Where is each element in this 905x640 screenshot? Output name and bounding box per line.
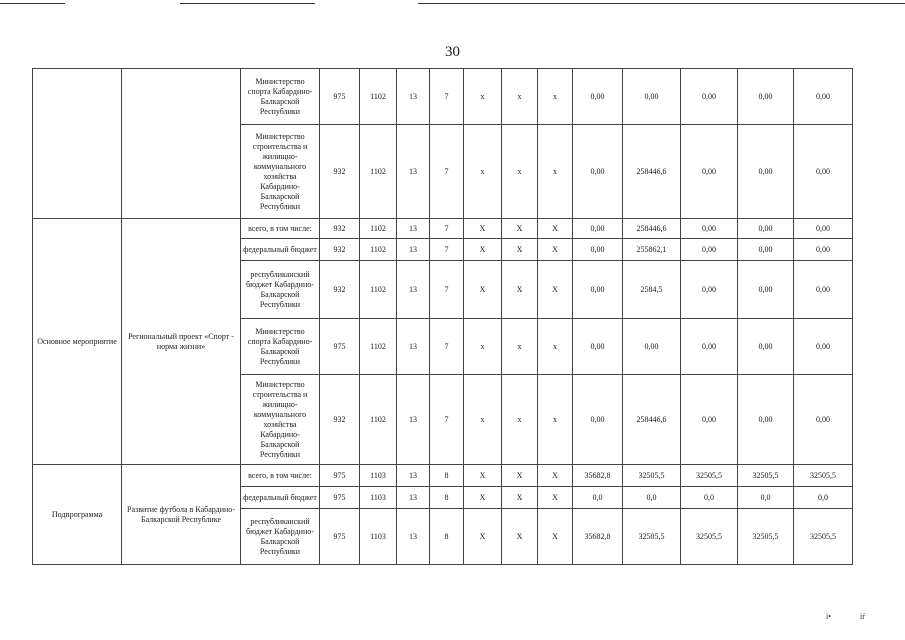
status-cell <box>33 69 122 219</box>
ssi-cell: X <box>502 239 538 261</box>
source-cell: федеральный бюджет <box>241 487 320 509</box>
om-cell: X <box>464 487 502 509</box>
value-cell: 0,00 <box>681 69 738 125</box>
om-cell: X <box>464 261 502 319</box>
value-cell: 32505,5 <box>738 465 794 487</box>
value-cell: 0,00 <box>738 69 794 125</box>
grbs-cell: 932 <box>320 261 360 319</box>
value-cell: 0,00 <box>738 239 794 261</box>
grbs-cell: 975 <box>320 319 360 375</box>
gp-cell: 13 <box>397 125 430 219</box>
value-cell: 258446,6 <box>623 125 681 219</box>
value-cell: 0,00 <box>681 219 738 239</box>
vr-cell: х <box>538 69 573 125</box>
rzpr-cell: 1103 <box>360 487 397 509</box>
table-row <box>33 219 853 239</box>
value-cell: 0,0 <box>623 487 681 509</box>
value-cell: 0,0 <box>573 487 623 509</box>
value-cell: 0,00 <box>738 261 794 319</box>
source-cell: республиканский бюджет Кабардино-Балкарской Республики <box>241 509 320 565</box>
gp-cell: 13 <box>397 69 430 125</box>
gp-cell: 13 <box>397 239 430 261</box>
value-cell: 0,00 <box>794 261 853 319</box>
gp-cell: 13 <box>397 319 430 375</box>
pgp-cell: 8 <box>430 465 464 487</box>
grbs-cell: 932 <box>320 375 360 465</box>
value-cell: 32505,5 <box>681 509 738 565</box>
rzpr-cell: 1102 <box>360 375 397 465</box>
table-row <box>33 69 853 125</box>
ssi-cell: х <box>502 375 538 465</box>
value-cell: 0,00 <box>623 319 681 375</box>
vr-cell: х <box>538 319 573 375</box>
value-cell: 0,00 <box>681 319 738 375</box>
name-cell <box>122 69 241 219</box>
om-cell: х <box>464 375 502 465</box>
pgp-cell: 8 <box>430 487 464 509</box>
vr-cell: X <box>538 261 573 319</box>
ssi-cell: х <box>502 69 538 125</box>
grbs-cell: 932 <box>320 125 360 219</box>
value-cell: 0,00 <box>573 319 623 375</box>
status-cell: Основное мероприятие <box>33 219 122 465</box>
ssi-cell: X <box>502 487 538 509</box>
scan-top-line-right <box>418 3 905 4</box>
gp-cell: 13 <box>397 375 430 465</box>
value-cell: 32505,5 <box>623 509 681 565</box>
source-cell: всего, в том числе: <box>241 219 320 239</box>
ssi-cell: X <box>502 509 538 565</box>
om-cell: х <box>464 319 502 375</box>
rzpr-cell: 1102 <box>360 219 397 239</box>
rzpr-cell: 1102 <box>360 125 397 219</box>
value-cell: 0,00 <box>794 319 853 375</box>
gp-cell: 13 <box>397 465 430 487</box>
value-cell: 0,00 <box>623 69 681 125</box>
budget-table <box>32 68 853 565</box>
rzpr-cell: 1102 <box>360 319 397 375</box>
value-cell: 0,00 <box>681 375 738 465</box>
om-cell: X <box>464 219 502 239</box>
page-number: 30 <box>445 44 460 60</box>
scan-top-line-left <box>0 3 65 4</box>
value-cell: 35682,8 <box>573 465 623 487</box>
grbs-cell: 932 <box>320 239 360 261</box>
value-cell: 258446,6 <box>623 219 681 239</box>
scan-top-line-middle <box>180 3 315 4</box>
pgp-cell: 7 <box>430 69 464 125</box>
pgp-cell: 7 <box>430 261 464 319</box>
gp-cell: 13 <box>397 261 430 319</box>
rzpr-cell: 1102 <box>360 69 397 125</box>
value-cell: 0,00 <box>681 261 738 319</box>
source-cell: федеральный бюджет <box>241 239 320 261</box>
om-cell: х <box>464 125 502 219</box>
value-cell: 0,0 <box>681 487 738 509</box>
value-cell: 0,00 <box>573 125 623 219</box>
om-cell: X <box>464 509 502 565</box>
value-cell: 0,00 <box>738 375 794 465</box>
scan-mark: і• <box>826 612 832 621</box>
grbs-cell: 932 <box>320 219 360 239</box>
pgp-cell: 7 <box>430 239 464 261</box>
value-cell: 0,00 <box>738 319 794 375</box>
value-cell: 0,00 <box>738 125 794 219</box>
scan-mark: іѓ <box>860 612 866 621</box>
value-cell: 32505,5 <box>794 465 853 487</box>
status-cell: Подпрограмма <box>33 465 122 565</box>
pgp-cell: 7 <box>430 375 464 465</box>
ssi-cell: X <box>502 261 538 319</box>
vr-cell: X <box>538 487 573 509</box>
pgp-cell: 8 <box>430 509 464 565</box>
value-cell: 0,00 <box>794 125 853 219</box>
gp-cell: 13 <box>397 509 430 565</box>
rzpr-cell: 1102 <box>360 239 397 261</box>
grbs-cell: 975 <box>320 465 360 487</box>
value-cell: 0,00 <box>681 239 738 261</box>
value-cell: 0,00 <box>573 261 623 319</box>
rzpr-cell: 1103 <box>360 509 397 565</box>
rzpr-cell: 1103 <box>360 465 397 487</box>
value-cell: 0,00 <box>573 239 623 261</box>
vr-cell: X <box>538 239 573 261</box>
ssi-cell: X <box>502 219 538 239</box>
value-cell: 0,00 <box>573 375 623 465</box>
table-row <box>33 465 853 487</box>
value-cell: 0,0 <box>794 487 853 509</box>
source-cell: Министерство спорта Кабардино-Балкарской Республики <box>241 319 320 375</box>
value-cell: 0,00 <box>794 239 853 261</box>
value-cell: 0,00 <box>681 125 738 219</box>
value-cell: 32505,5 <box>738 509 794 565</box>
vr-cell: X <box>538 219 573 239</box>
grbs-cell: 975 <box>320 487 360 509</box>
value-cell: 0,00 <box>573 69 623 125</box>
pgp-cell: 7 <box>430 219 464 239</box>
gp-cell: 13 <box>397 219 430 239</box>
pgp-cell: 7 <box>430 125 464 219</box>
value-cell: 32505,5 <box>794 509 853 565</box>
pgp-cell: 7 <box>430 319 464 375</box>
vr-cell: X <box>538 465 573 487</box>
ssi-cell: х <box>502 319 538 375</box>
vr-cell: X <box>538 509 573 565</box>
value-cell: 0,0 <box>738 487 794 509</box>
value-cell: 255862,1 <box>623 239 681 261</box>
value-cell: 258446,6 <box>623 375 681 465</box>
om-cell: X <box>464 239 502 261</box>
vr-cell: х <box>538 375 573 465</box>
name-cell: Региональный проект «Спорт - норма жизни» <box>122 219 241 465</box>
ssi-cell: х <box>502 125 538 219</box>
vr-cell: х <box>538 125 573 219</box>
name-cell: Развитие футбола в Кабардино-Балкарской Республике <box>122 465 241 565</box>
value-cell: 35682,8 <box>573 509 623 565</box>
value-cell: 0,00 <box>738 219 794 239</box>
source-cell: Министерство строительства и жилищно-коммунального хозяйства Кабардино-Балкарской Республики <box>241 125 320 219</box>
om-cell: х <box>464 69 502 125</box>
source-cell: всего, в том числе: <box>241 465 320 487</box>
value-cell: 32505,5 <box>623 465 681 487</box>
gp-cell: 13 <box>397 487 430 509</box>
om-cell: X <box>464 465 502 487</box>
value-cell: 0,00 <box>573 219 623 239</box>
value-cell: 0,00 <box>794 69 853 125</box>
grbs-cell: 975 <box>320 69 360 125</box>
value-cell: 32505,5 <box>681 465 738 487</box>
value-cell: 0,00 <box>794 219 853 239</box>
rzpr-cell: 1102 <box>360 261 397 319</box>
source-cell: республиканский бюджет Кабардино-Балкарской Республики <box>241 261 320 319</box>
value-cell: 0,00 <box>794 375 853 465</box>
grbs-cell: 975 <box>320 509 360 565</box>
ssi-cell: X <box>502 465 538 487</box>
source-cell: Министерство строительства и жилищно-коммунального хозяйства Кабардино-Балкарской Республики <box>241 375 320 465</box>
source-cell: Министерство спорта Кабардино-Балкарской Республики <box>241 69 320 125</box>
value-cell: 2584,5 <box>623 261 681 319</box>
